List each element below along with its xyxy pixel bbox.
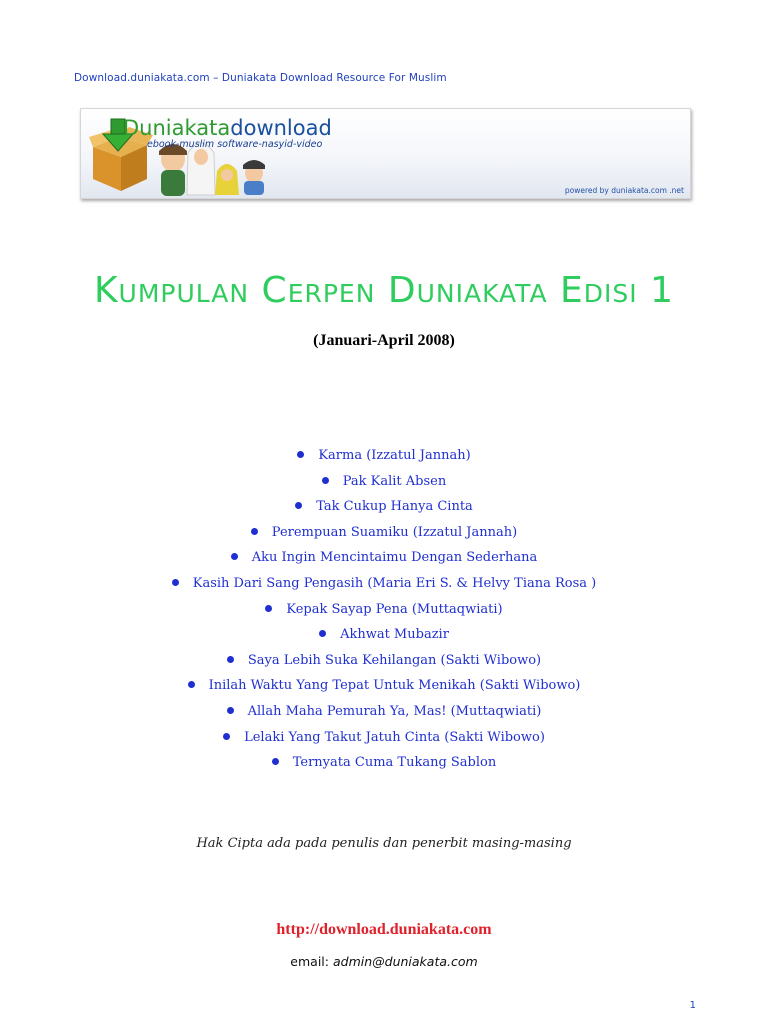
site-url-link[interactable]: http://download.duniakata.com <box>276 921 492 938</box>
header-link[interactable]: Download.duniakata.com – Duniakata Download Resource For Muslim <box>74 72 447 84</box>
story-title: Akhwat Mubazir <box>340 627 449 643</box>
story-item[interactable] <box>0 652 768 678</box>
story-item[interactable] <box>0 677 768 703</box>
banner-brand-part1: Duniakata <box>123 116 231 140</box>
story-item[interactable] <box>0 524 768 550</box>
bullet-icon <box>231 553 238 560</box>
story-title: Kasih Dari Sang Pengasih (Maria Eri S. & Helvy Tiana Rosa ) <box>192 575 597 591</box>
story-item[interactable] <box>0 447 768 473</box>
bullet-icon <box>297 451 304 458</box>
story-item[interactable] <box>0 473 768 499</box>
story-item[interactable] <box>0 754 768 780</box>
bullet-icon <box>295 502 302 509</box>
story-title: Kepak Sayap Pena (Muttaqwiati) <box>286 601 503 617</box>
bullet-icon <box>188 681 195 688</box>
banner-tagline: ebook-muslim software-nasyid-video <box>147 139 323 150</box>
document-title: Kumpulan Cerpen Duniakata Edisi 1 <box>93 270 675 311</box>
story-title: Pak Kalit Absen <box>342 473 447 489</box>
story-item[interactable] <box>0 703 768 729</box>
story-item[interactable] <box>0 549 768 575</box>
story-title: Allah Maha Pemurah Ya, Mas! (Muttaqwiati) <box>247 703 542 719</box>
bullet-icon <box>265 605 272 612</box>
bullet-icon <box>223 733 230 740</box>
bullet-icon <box>227 707 234 714</box>
story-item[interactable] <box>0 575 768 601</box>
story-item[interactable] <box>0 626 768 652</box>
email-label: email: <box>290 954 329 969</box>
story-title: Karma (Izzatul Jannah) <box>318 448 471 463</box>
family-illustration <box>159 143 265 196</box>
story-title: Aku Ingin Mencintaimu Dengan Sederhana <box>251 550 538 566</box>
page-number: 1 <box>689 1000 696 1011</box>
email-line <box>0 954 768 969</box>
story-title: Ternyata Cuma Tukang Sablon <box>292 755 497 771</box>
bullet-icon <box>227 656 234 663</box>
bullet-icon <box>272 758 279 765</box>
copyright-notice: Hak Cipta ada pada penulis dan penerbit masing-masing <box>196 836 572 851</box>
story-list <box>0 447 768 780</box>
bullet-icon <box>322 477 329 484</box>
banner-logo <box>123 116 332 140</box>
bullet-icon <box>172 579 179 586</box>
bullet-icon <box>319 630 326 637</box>
story-title: Perempuan Suamiku (Izzatul Jannah) <box>271 524 518 540</box>
banner-brand-part2: download <box>230 116 332 140</box>
story-item[interactable] <box>0 729 768 755</box>
story-title: Lelaki Yang Takut Jatuh Cinta (Sakti Wibowo) <box>244 729 545 745</box>
bullet-icon <box>251 528 258 535</box>
story-title: Saya Lebih Suka Kehilangan (Sakti Wibowo) <box>247 652 542 668</box>
banner <box>80 108 691 199</box>
story-title: Inilah Waktu Yang Tepat Untuk Menikah (Sakti Wibowo) <box>208 678 581 694</box>
story-item[interactable] <box>0 601 768 627</box>
email-address[interactable]: admin@duniakata.com <box>332 954 478 969</box>
document-subtitle: (Januari-April 2008) <box>313 332 455 349</box>
story-title: Tak Cukup Hanya Cinta <box>316 499 473 515</box>
banner-powered-by: powered by duniakata.com .net <box>564 186 684 195</box>
story-item[interactable] <box>0 498 768 524</box>
